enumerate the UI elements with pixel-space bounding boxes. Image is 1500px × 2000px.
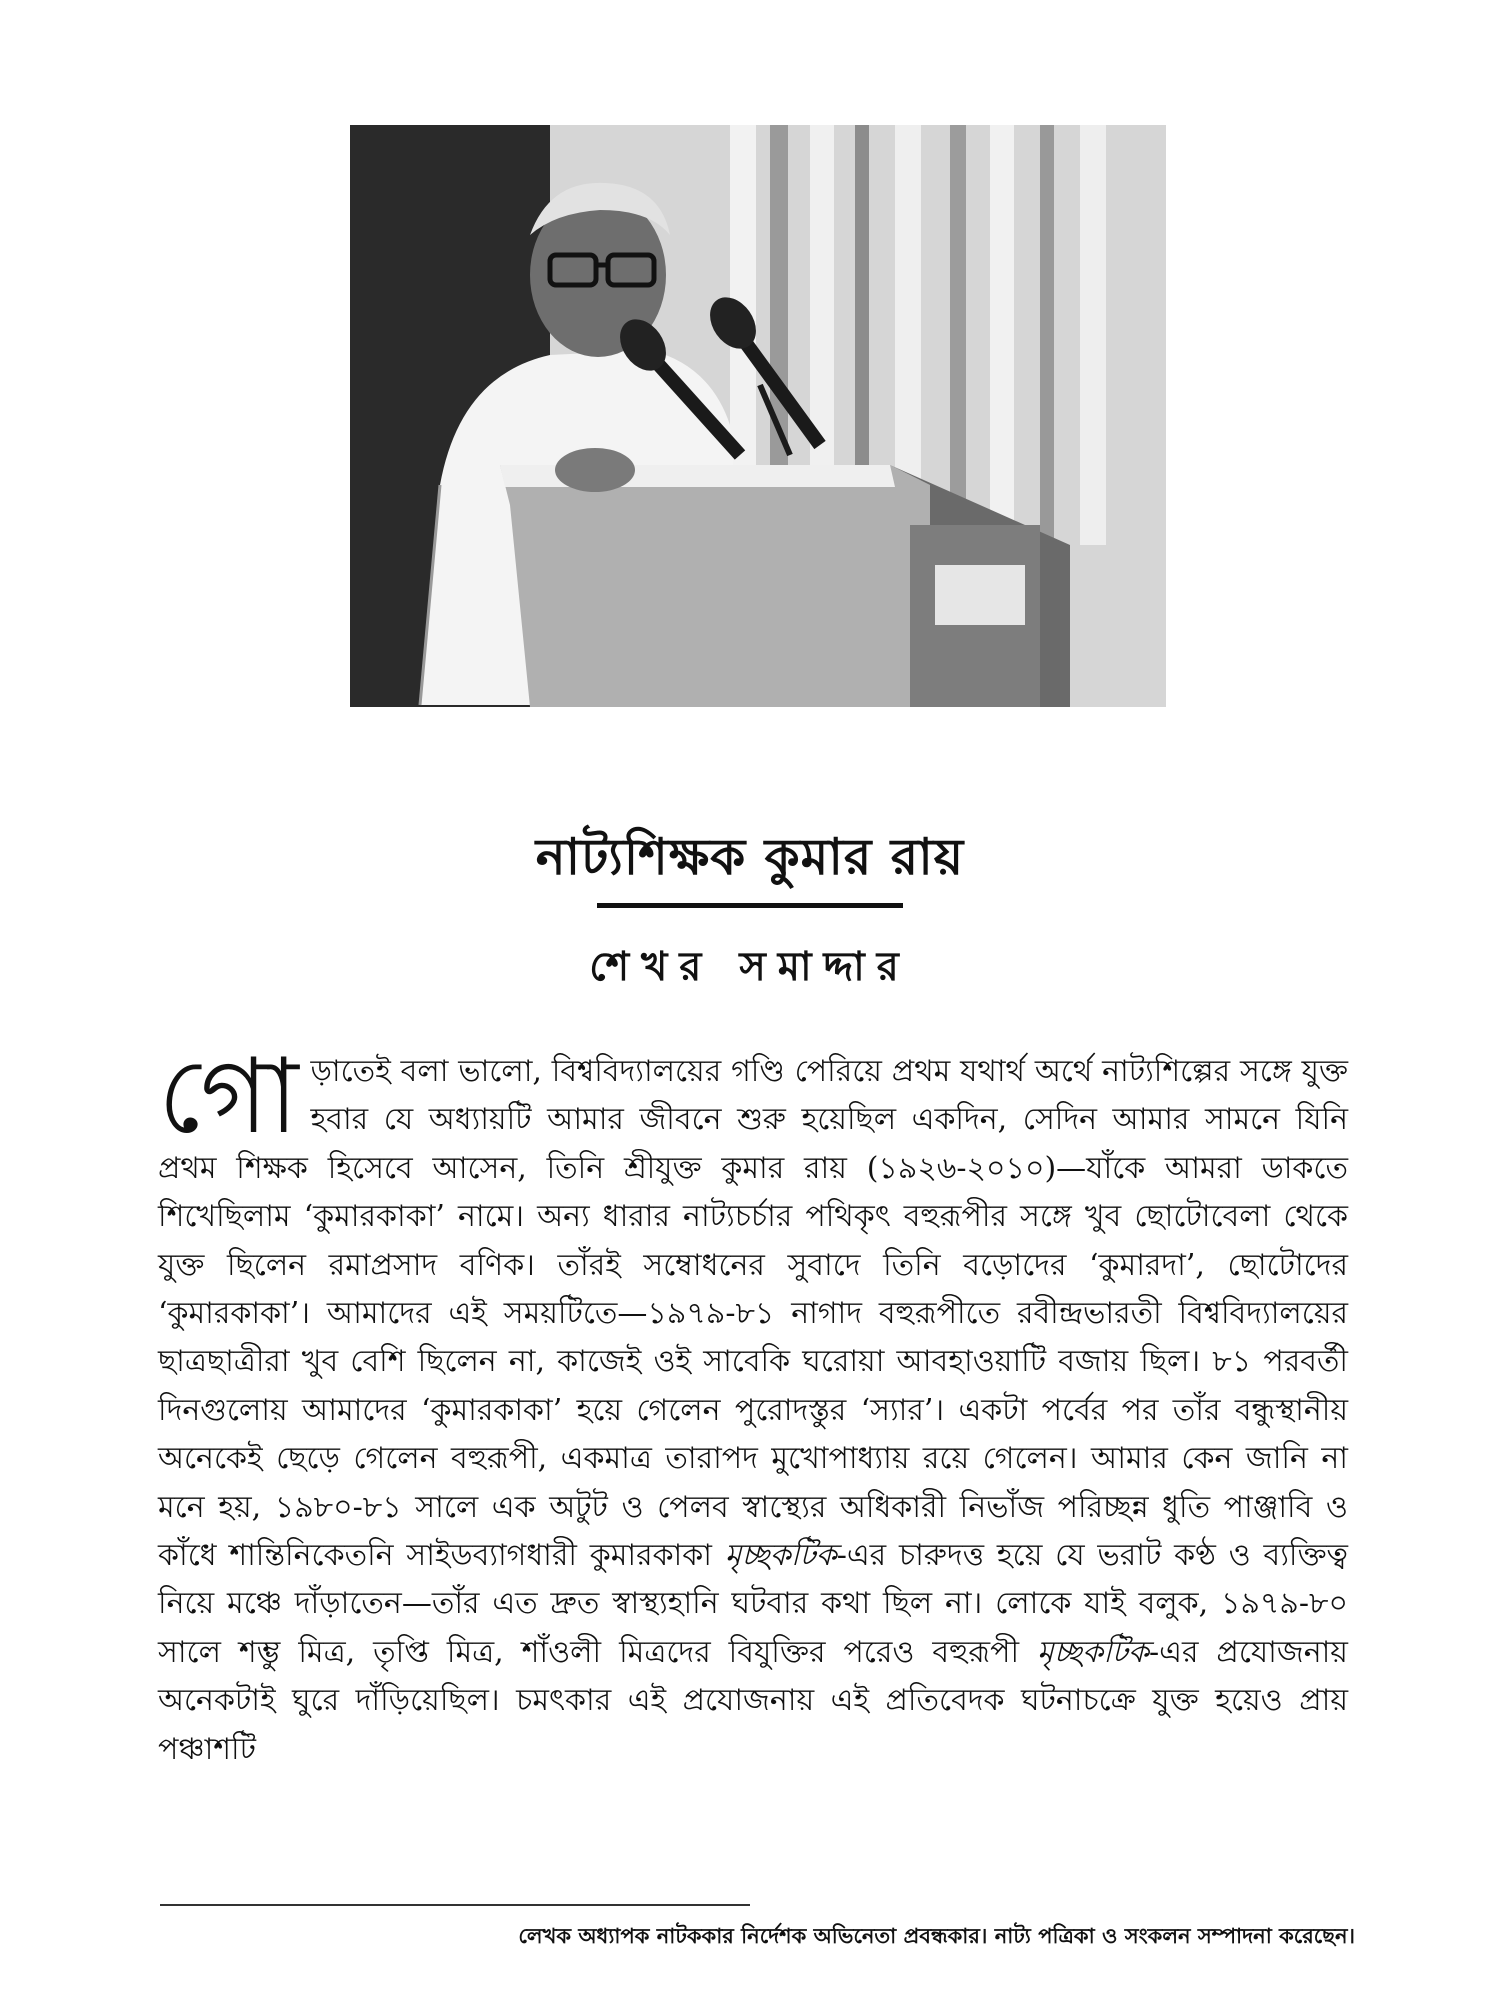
body-paragraph xyxy=(158,1035,1348,1774)
article-title: নাট্যশিক্ষক কুমার রায় xyxy=(535,827,965,886)
body-text-1: ড়াতেই বলা ভালো, বিশ্ববিদ্যালয়ের গণ্ডি পেরিয়ে প্রথম যথার্থ অর্থে নাট্যশিল্পের সঙ্গে যুক্ত হবার যে অধ্যায়টি আমার জীবনে শুরু হয়েছিল একদিন, সেদিন আমার সামনে যিনি প্রথম শিক্ষক হিসেবে আসেন, তিনি শ্রীযুক্ত কুমার রায় (১৯২৬-২০১০)—যাঁকে আমরা ডাকতে শিখেছিলাম ‘কুমারকাকা’ নামে। অন্য ধারার নাট্যচর্চার পথিকৃৎ বহুরূপীর সঙ্গে খুব ছোটোবেলা থেকে যুক্ত ছিলেন রমাপ্রসাদ বণিক। তাঁরই সম্বোধনের সুবাদে তিনি বড়োদের ‘কুমারদা’, ছোটোদের ‘কুমারকাকা’। আমাদের এই সময়টিতে—১৯৭৯-৮১ নাগাদ বহুরূপীতে রবীন্দ্রভারতী বিশ্ববিদ্যালয়ের ছাত্রছাত্রীরা খুব বেশি ছিলেন না, কাজেই ওই সাবেকি ঘরোয়া আবহাওয়াটি বজায় ছিল। ৮১ পরবর্তী দিনগুলোয় আমাদের ‘কুমারকাকা’ হয়ে গেলেন পুরোদস্তুর ‘স্যার’। একটা পর্বের পর তাঁর বন্ধুস্থানীয় অনেকেই ছেড়ে গেলেন বহুরূপী, একমাত্র তারাপদ মুখোপাধ্যায় রয়ে গেলেন। আমার কেন জানি না মনে হয়, ১৯৮০-৮১ সালে এক অটুট ও পেলব স্বাস্থ্যের অধিকারী নিভাঁজ পরিচ্ছন্ন ধুতি পাঞ্জাবি ও কাঁধে শান্তিনিকেতনি সাইডব্যাগধারী কুমারকাকা xyxy=(158,1054,1348,1574)
play-title-2: মৃচ্ছকটিক xyxy=(1037,1634,1149,1670)
author-footnote: লেখক অধ্যাপক নাটককার নির্দেশক অভিনেতা প্রবন্ধকার। নাট্য পত্রিকা ও সংকলন সম্পাদনা করেছেন। xyxy=(518,1923,1355,1948)
article-author: শেখর সমাদ্দার xyxy=(589,943,911,990)
footnote-divider xyxy=(160,1904,750,1906)
speaker-photo xyxy=(350,125,1166,707)
body-text-2: -এর চারুদত্ত হয়ে যে ভরাট কণ্ঠ ও ব্যক্তিত্ব নিয়ে মঞ্চে দাঁড়াতেন—তাঁর এত দ্রুত স্বাস্থ্যহানি ঘটবার কথা ছিল না। লোকে যাই বলুক, ১৯৭৯-৮০ সালে শম্ভু মিত্র, তৃপ্তি মিত্র, শাঁওলী মিত্রদের বিযুক্তির পরেও বহুরূপী xyxy=(158,1538,1348,1670)
drop-cap: গো xyxy=(158,1035,299,1157)
title-underline xyxy=(597,903,903,908)
play-title-1: মৃচ্ছকটিক xyxy=(724,1538,837,1574)
speaker-photo-illustration xyxy=(350,125,1166,707)
body-text-3: -এর প্রযোজনায় অনেকটাই ঘুরে দাঁড়িয়েছিল। চমৎকার এই প্রযোজনায় এই প্রতিবেদক ঘটনাচক্রে যুক্ত হয়েও প্রায় পঞ্চাশটি xyxy=(158,1634,1348,1767)
article-body xyxy=(158,1035,1348,1774)
